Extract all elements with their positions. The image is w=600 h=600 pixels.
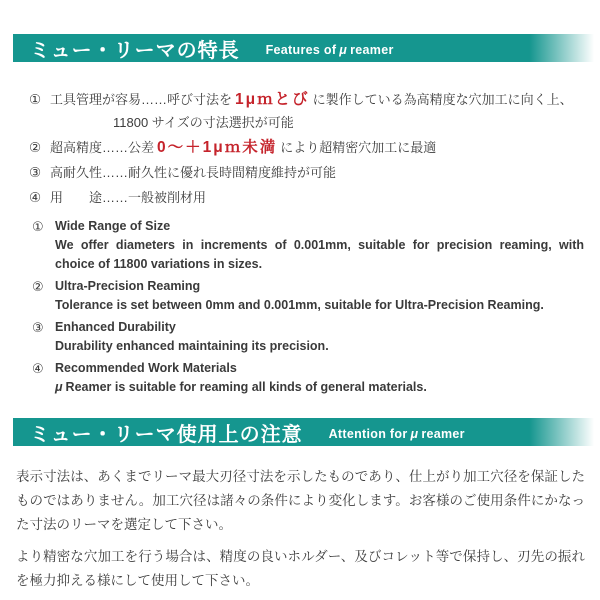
- feature-en-body: [55, 337, 584, 356]
- feature-ja-line2: 11800 サイズの寸法選択が可能: [113, 115, 294, 130]
- item-number: ③: [29, 165, 42, 180]
- feature-en-title: Recommended Work Materials: [55, 361, 237, 375]
- features-list-en: [32, 217, 584, 397]
- features-title-ja: ミュー・リーマの特長: [30, 39, 240, 62]
- attention-notes: [16, 465, 585, 593]
- attention-section-header: [13, 418, 600, 446]
- feature-ja-item-1: [29, 88, 590, 134]
- feature-ja-text: [50, 161, 336, 184]
- item-number: ②: [29, 140, 42, 155]
- attention-paragraph-1: 表示寸法は、あくまでリーマ最大刃径寸法を示したものであり、仕上がり加工穴径を保証したものではありません。加工穴径は諸々の条件により変化します。お客様のご使用条件にかなった寸法のリーマを選定して下さい。: [16, 469, 585, 532]
- feature-ja-post: に製作している為高精度な穴加工に向く上、: [312, 92, 573, 107]
- feature-ja-line1: [50, 136, 436, 159]
- feature-ja-post: により超精密穴加工に最適: [280, 140, 437, 155]
- feature-en-body-text: We offer diameters in increments of 0.001mm, suitable for precision reaming, with choice of 11800 variations in sizes.: [55, 238, 584, 271]
- feature-en-text: [55, 217, 584, 274]
- feature-en-body: [55, 378, 584, 397]
- features-title-en: [266, 43, 394, 57]
- feature-en-text: [55, 277, 584, 315]
- features-list-ja: [29, 88, 590, 209]
- feature-en-body: [55, 296, 584, 315]
- feature-ja-item-2: [29, 136, 590, 159]
- feature-ja-pre: 工具管理が容易……呼び寸法を: [50, 92, 233, 107]
- feature-ja-line1: [50, 88, 573, 111]
- feature-ja-item-4: [29, 186, 590, 209]
- mu-symbol: μ: [339, 42, 348, 57]
- feature-en-title: Ultra-Precision Reaming: [55, 279, 201, 293]
- feature-en-text: [55, 359, 584, 397]
- attention-paragraph-2: より精密な穴加工を行う場合は、精度の良いホルダー、及びコレット等で保持し、刃先の振れを極力抑える様にして使用して下さい。: [16, 549, 585, 588]
- attention-title-en-prefix: Attention for: [328, 426, 408, 441]
- feature-ja-text: [50, 186, 206, 209]
- attention-title-en: [329, 427, 465, 441]
- feature-ja-text: [50, 88, 573, 134]
- feature-en-body: [55, 236, 584, 274]
- features-title-en-suffix: reamer: [350, 42, 394, 57]
- item-number: ④: [29, 190, 42, 205]
- feature-ja-pre: 超高精度……公差: [50, 140, 155, 155]
- mu-symbol: μ: [55, 380, 63, 394]
- feature-en-title: Wide Range of Size: [55, 219, 171, 233]
- feature-en-item-1: [32, 217, 584, 274]
- catalog-page: [0, 34, 600, 600]
- feature-en-item-2: [32, 277, 584, 315]
- feature-ja-text: [50, 136, 436, 159]
- mu-symbol: μ: [410, 426, 419, 441]
- feature-en-title: Enhanced Durability: [55, 320, 176, 334]
- feature-ja-line1: [50, 161, 336, 184]
- item-number: ③: [32, 320, 44, 335]
- feature-en-body-text: Reamer is suitable for reaming all kinds of general materials.: [65, 380, 427, 394]
- feature-en-item-4: [32, 359, 584, 397]
- item-number: ②: [32, 279, 44, 294]
- feature-en-body-text: Tolerance is set between 0mm and 0.001mm, suitable for Ultra-Precision Reaming.: [55, 298, 544, 312]
- feature-en-text: [55, 318, 584, 356]
- feature-ja-highlight: 0～＋1μｍ未満: [157, 139, 278, 156]
- feature-ja-line1: [50, 186, 206, 209]
- feature-ja-highlight: 1μｍとび: [235, 91, 310, 108]
- item-number: ①: [32, 219, 44, 234]
- attention-title-en-suffix: reamer: [421, 426, 465, 441]
- feature-ja-pre: 用 途……一般被削材用: [50, 190, 207, 205]
- features-title-en-prefix: Features of: [265, 42, 337, 57]
- feature-en-item-3: [32, 318, 584, 356]
- item-number: ④: [32, 361, 44, 376]
- feature-en-body-text: Durability enhanced maintaining its precision.: [55, 339, 329, 353]
- feature-ja-item-3: [29, 161, 590, 184]
- attention-title-ja: ミュー・リーマ使用上の注意: [30, 423, 303, 446]
- item-number: ①: [29, 92, 42, 107]
- features-section-header: [13, 34, 600, 62]
- feature-ja-pre: 高耐久性……耐久性に優れ長時間精度維持が可能: [50, 165, 337, 180]
